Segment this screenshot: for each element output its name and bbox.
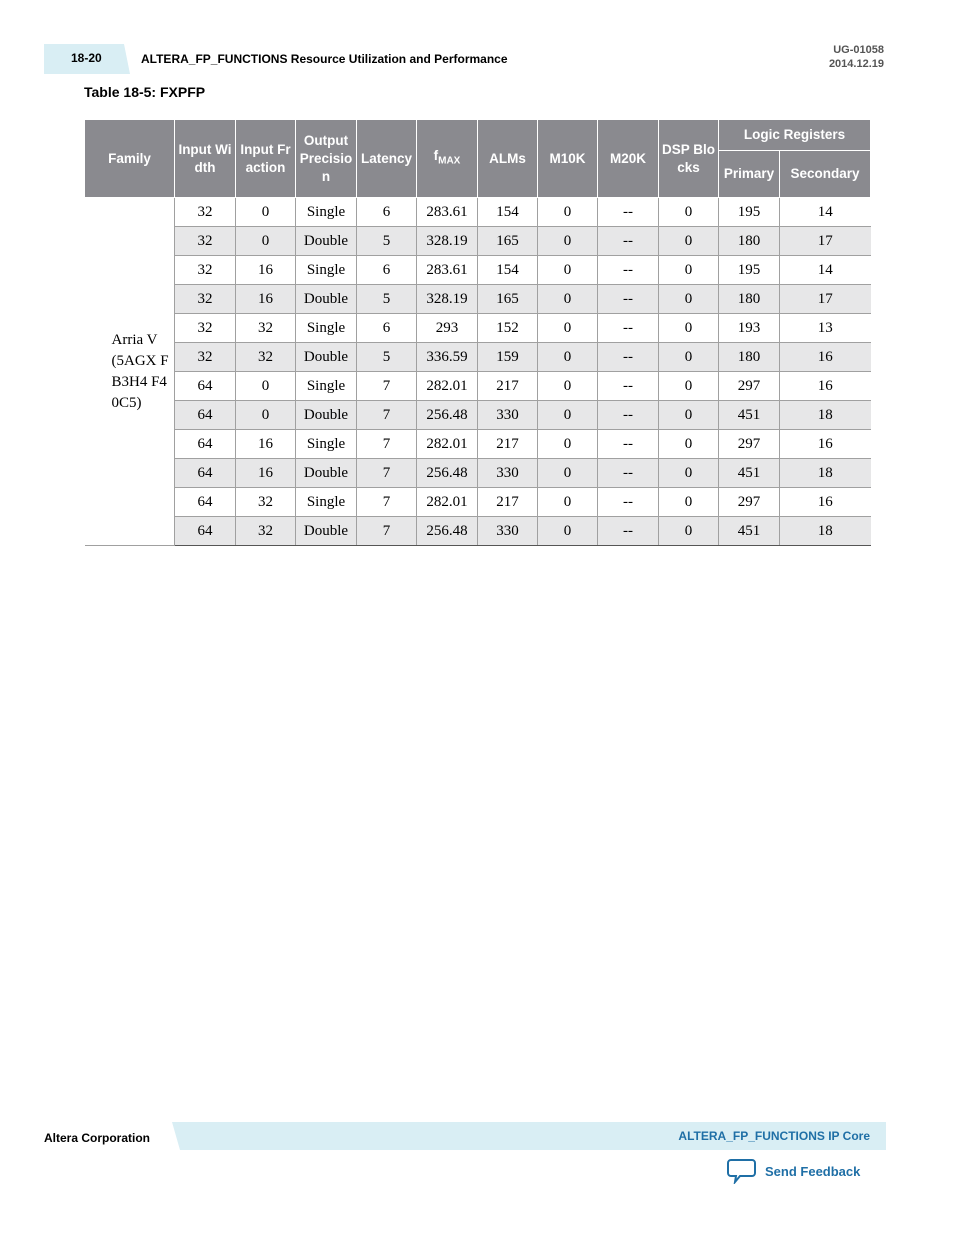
header-input-width: Input Width: [175, 120, 236, 198]
cell-output-precision: Double: [296, 343, 357, 372]
cell-fmax: 293: [417, 314, 478, 343]
cell-secondary: 13: [780, 314, 871, 343]
cell-fmax: 336.59: [417, 343, 478, 372]
cell-input-fraction: 32: [236, 488, 296, 517]
table-row: [85, 314, 871, 343]
cell-input-width: 32: [175, 198, 236, 227]
table-row: [85, 227, 871, 256]
header-output-precision: Output Precision: [296, 120, 357, 198]
header-secondary: Secondary: [780, 151, 871, 198]
cell-fmax: 283.61: [417, 256, 478, 285]
cell-input-fraction: 16: [236, 285, 296, 314]
cell-dsp-blocks: 0: [659, 517, 719, 546]
cell-dsp-blocks: 0: [659, 314, 719, 343]
header-m20k: M20K: [598, 120, 659, 198]
cell-input-width: 64: [175, 401, 236, 430]
cell-primary: 297: [719, 488, 780, 517]
cell-alms: 154: [478, 256, 538, 285]
cell-m20k: --: [598, 198, 659, 227]
cell-dsp-blocks: 0: [659, 430, 719, 459]
cell-output-precision: Double: [296, 459, 357, 488]
cell-primary: 297: [719, 372, 780, 401]
table-row: [85, 372, 871, 401]
cell-m20k: --: [598, 285, 659, 314]
doc-date: 2014.12.19: [828, 58, 884, 70]
cell-output-precision: Single: [296, 198, 357, 227]
send-feedback-link[interactable]: [727, 1158, 860, 1184]
cell-input-width: 32: [175, 343, 236, 372]
header-family: Family: [85, 120, 175, 198]
cell-latency: 5: [357, 343, 417, 372]
cell-input-width: 32: [175, 314, 236, 343]
cell-primary: 451: [719, 517, 780, 546]
cell-alms: 330: [478, 401, 538, 430]
cell-input-fraction: 32: [236, 517, 296, 546]
cell-output-precision: Double: [296, 401, 357, 430]
cell-secondary: 17: [780, 227, 871, 256]
cell-output-precision: Single: [296, 372, 357, 401]
cell-output-precision: Double: [296, 517, 357, 546]
cell-m20k: --: [598, 256, 659, 285]
table-row: [85, 285, 871, 314]
footer-company: Altera Corporation: [44, 1131, 151, 1145]
cell-latency: 5: [357, 285, 417, 314]
cell-dsp-blocks: 0: [659, 198, 719, 227]
cell-alms: 159: [478, 343, 538, 372]
cell-latency: 6: [357, 314, 417, 343]
cell-fmax: 328.19: [417, 285, 478, 314]
cell-output-precision: Single: [296, 256, 357, 285]
cell-alms: 152: [478, 314, 538, 343]
table-row: [85, 459, 871, 488]
cell-m10k: 0: [538, 401, 598, 430]
cell-secondary: 18: [780, 401, 871, 430]
cell-m10k: 0: [538, 314, 598, 343]
cell-m20k: --: [598, 517, 659, 546]
cell-primary: 451: [719, 459, 780, 488]
cell-fmax: 256.48: [417, 401, 478, 430]
header-alms: ALMs: [478, 120, 538, 198]
cell-m10k: 0: [538, 285, 598, 314]
cell-input-fraction: 16: [236, 430, 296, 459]
cell-dsp-blocks: 0: [659, 227, 719, 256]
cell-dsp-blocks: 0: [659, 459, 719, 488]
cell-output-precision: Double: [296, 227, 357, 256]
cell-m10k: 0: [538, 256, 598, 285]
cell-m20k: --: [598, 372, 659, 401]
send-feedback-label: Send Feedback: [765, 1163, 861, 1179]
cell-latency: 7: [357, 459, 417, 488]
cell-input-fraction: 16: [236, 256, 296, 285]
cell-latency: 7: [357, 517, 417, 546]
cell-latency: 7: [357, 430, 417, 459]
table-row: [85, 198, 871, 227]
cell-output-precision: Single: [296, 314, 357, 343]
cell-alms: 217: [478, 430, 538, 459]
cell-m20k: --: [598, 314, 659, 343]
table-caption: Table 18-5: FXPFP: [84, 84, 206, 100]
header-m10k: M10K: [538, 120, 598, 198]
cell-output-precision: Single: [296, 488, 357, 517]
header-fmax: [417, 120, 478, 198]
cell-secondary: 16: [780, 372, 871, 401]
cell-input-fraction: 0: [236, 401, 296, 430]
cell-alms: 154: [478, 198, 538, 227]
table-row: [85, 430, 871, 459]
header-fmax-sub: MAX: [438, 155, 461, 167]
cell-primary: 193: [719, 314, 780, 343]
cell-m10k: 0: [538, 343, 598, 372]
cell-output-precision: Double: [296, 285, 357, 314]
cell-m20k: --: [598, 343, 659, 372]
cell-primary: 180: [719, 285, 780, 314]
cell-latency: 7: [357, 372, 417, 401]
cell-alms: 165: [478, 227, 538, 256]
cell-alms: 330: [478, 459, 538, 488]
cell-alms: 330: [478, 517, 538, 546]
cell-input-width: 64: [175, 459, 236, 488]
cell-alms: 165: [478, 285, 538, 314]
doc-id: UG-01058: [833, 44, 884, 56]
table-body: [85, 198, 871, 546]
table-row: [85, 256, 871, 285]
cell-secondary: 16: [780, 430, 871, 459]
table-row: [85, 343, 871, 372]
cell-latency: 6: [357, 256, 417, 285]
cell-alms: 217: [478, 488, 538, 517]
cell-m10k: 0: [538, 488, 598, 517]
cell-m20k: --: [598, 430, 659, 459]
cell-input-fraction: 0: [236, 372, 296, 401]
cell-dsp-blocks: 0: [659, 488, 719, 517]
cell-fmax: 282.01: [417, 488, 478, 517]
cell-input-width: 64: [175, 517, 236, 546]
cell-primary: 451: [719, 401, 780, 430]
cell-m20k: --: [598, 488, 659, 517]
cell-secondary: 14: [780, 256, 871, 285]
cell-primary: 297: [719, 430, 780, 459]
cell-secondary: 16: [780, 343, 871, 372]
header-logic-registers: Logic Registers: [719, 120, 871, 151]
header-primary: Primary: [719, 151, 780, 198]
cell-primary: 195: [719, 256, 780, 285]
cell-input-width: 64: [175, 430, 236, 459]
cell-alms: 217: [478, 372, 538, 401]
table-row: [85, 401, 871, 430]
cell-input-width: 64: [175, 488, 236, 517]
family-cell: Arria V (5AGX FB3H4 F40C5): [85, 198, 175, 546]
cell-fmax: 282.01: [417, 430, 478, 459]
cell-secondary: 16: [780, 488, 871, 517]
cell-m10k: 0: [538, 430, 598, 459]
fxpfp-table: [84, 119, 871, 546]
cell-input-fraction: 0: [236, 198, 296, 227]
cell-fmax: 256.48: [417, 517, 478, 546]
cell-input-width: 32: [175, 227, 236, 256]
cell-dsp-blocks: 0: [659, 256, 719, 285]
cell-m20k: --: [598, 459, 659, 488]
cell-secondary: 18: [780, 459, 871, 488]
cell-input-fraction: 0: [236, 227, 296, 256]
cell-fmax: 328.19: [417, 227, 478, 256]
cell-fmax: 283.61: [417, 198, 478, 227]
cell-m10k: 0: [538, 517, 598, 546]
cell-m10k: 0: [538, 227, 598, 256]
cell-dsp-blocks: 0: [659, 372, 719, 401]
cell-secondary: 14: [780, 198, 871, 227]
cell-output-precision: Single: [296, 430, 357, 459]
cell-m20k: --: [598, 227, 659, 256]
cell-primary: 195: [719, 198, 780, 227]
cell-m20k: --: [598, 401, 659, 430]
header-latency: Latency: [357, 120, 417, 198]
speech-bubble-icon: [727, 1158, 756, 1184]
cell-latency: 6: [357, 198, 417, 227]
cell-primary: 180: [719, 343, 780, 372]
header-dsp-blocks: DSP Blocks: [659, 120, 719, 198]
cell-m10k: 0: [538, 372, 598, 401]
footer-section[interactable]: ALTERA_FP_FUNCTIONS IP Core: [678, 1129, 870, 1143]
cell-input-fraction: 16: [236, 459, 296, 488]
cell-input-fraction: 32: [236, 343, 296, 372]
cell-input-fraction: 32: [236, 314, 296, 343]
cell-secondary: 18: [780, 517, 871, 546]
doc-id-block: [829, 43, 884, 71]
cell-fmax: 256.48: [417, 459, 478, 488]
cell-dsp-blocks: 0: [659, 343, 719, 372]
cell-input-width: 32: [175, 256, 236, 285]
cell-input-width: 64: [175, 372, 236, 401]
table-row: [85, 517, 871, 546]
table-row: [85, 488, 871, 517]
cell-latency: 7: [357, 488, 417, 517]
cell-latency: 5: [357, 227, 417, 256]
header-fmax-main: f: [433, 147, 439, 163]
cell-fmax: 282.01: [417, 372, 478, 401]
cell-latency: 7: [357, 401, 417, 430]
header-title: ALTERA_FP_FUNCTIONS Resource Utilization and Performance: [141, 52, 508, 66]
cell-m10k: 0: [538, 459, 598, 488]
cell-dsp-blocks: 0: [659, 401, 719, 430]
cell-secondary: 17: [780, 285, 871, 314]
page-number: 18-20: [71, 51, 102, 65]
cell-m10k: 0: [538, 198, 598, 227]
header-input-fraction: Input Fraction: [236, 120, 296, 198]
cell-dsp-blocks: 0: [659, 285, 719, 314]
cell-primary: 180: [719, 227, 780, 256]
cell-input-width: 32: [175, 285, 236, 314]
